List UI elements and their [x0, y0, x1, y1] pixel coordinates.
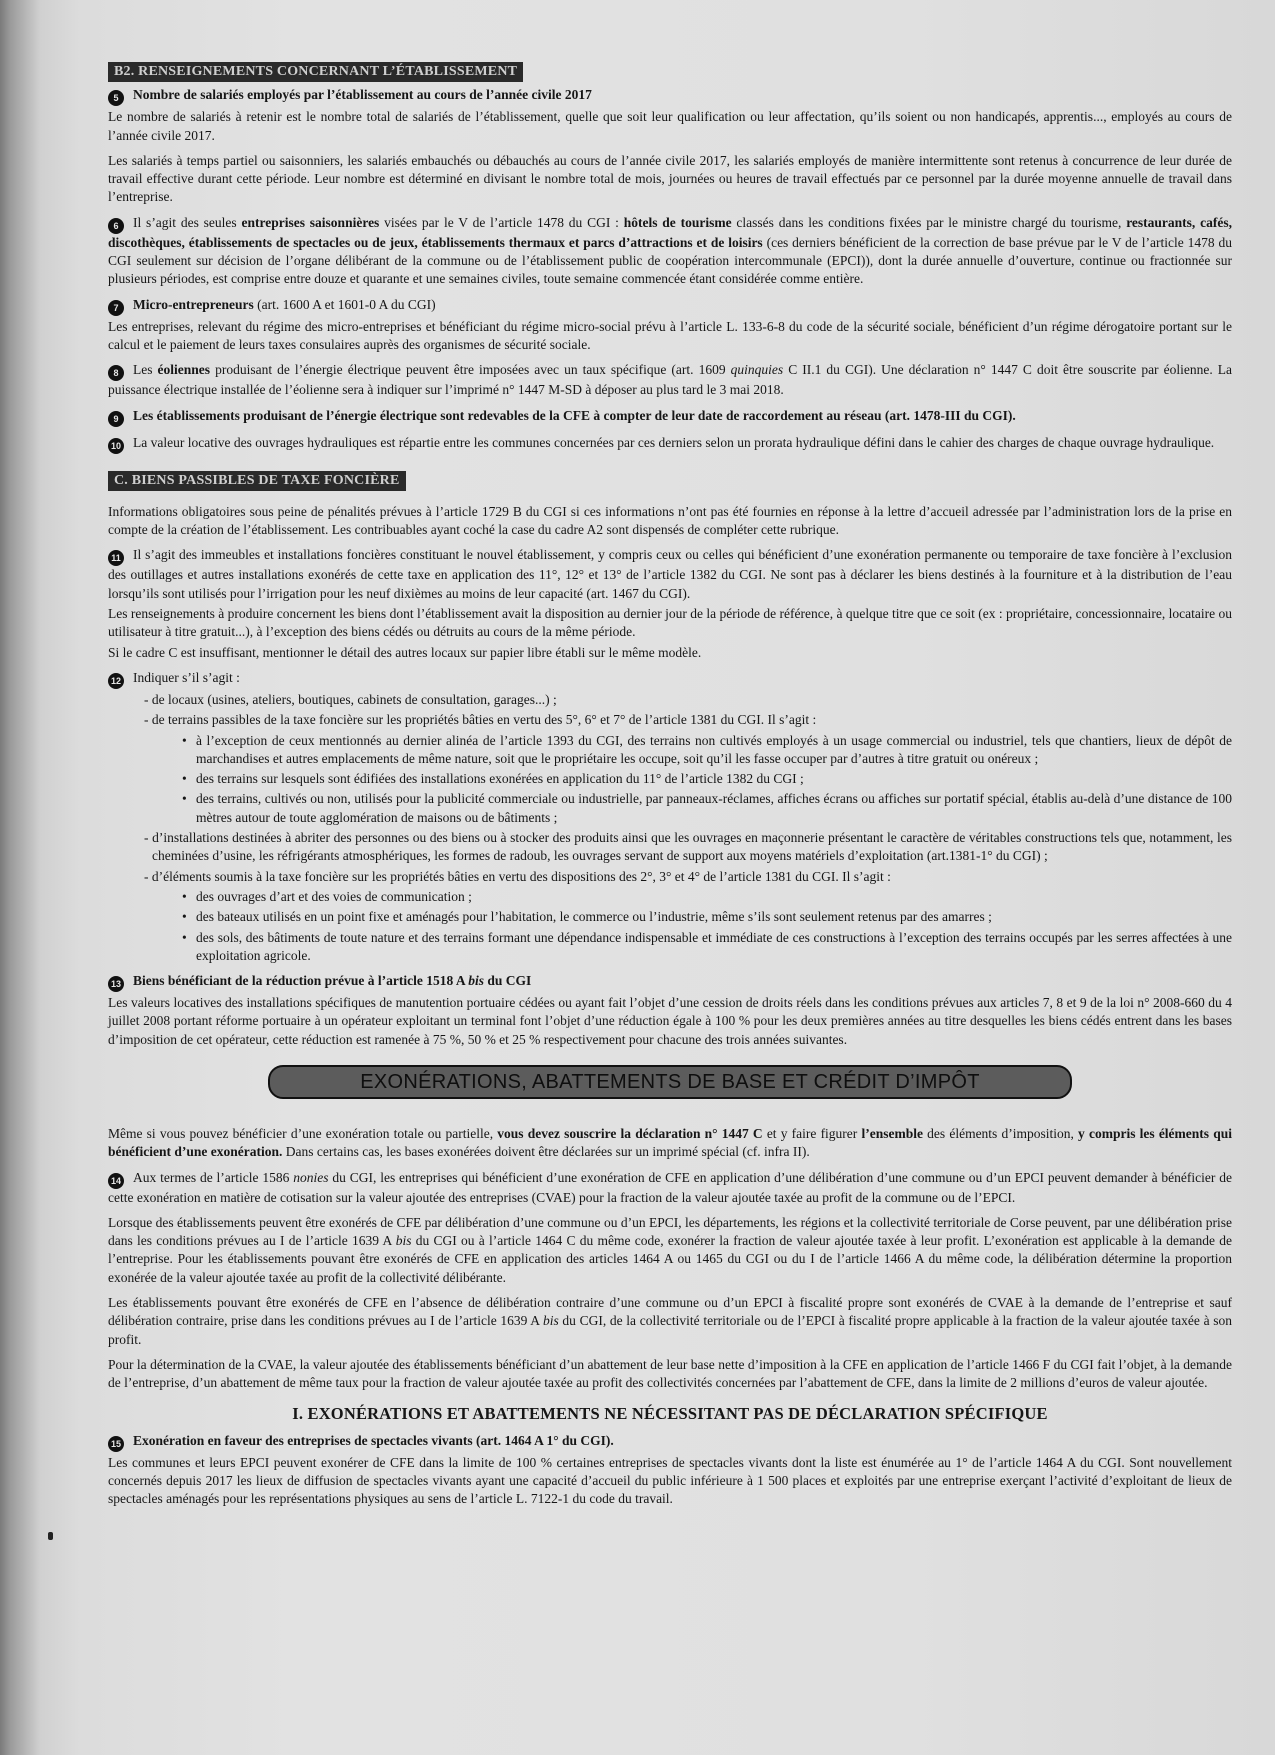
list-item: - de locaux (usines, ateliers, boutiques, cabinets de consultation, garages...) ;: [144, 691, 557, 707]
exonerations-intro: Même si vous pouvez bénéficier d’une exonération totale ou partielle, vous devez souscrire la déclaration n° 1447 C et y faire figurer l’ensemble des éléments d’imposition, y compris les éléments qui bénéficient d’une exonération. Dans certains cas, les bases exonérées doivent être déclarées sur un imprimé spécial (cf. infra II).: [108, 1125, 1232, 1160]
item-6: 6 Il s’agit des seules entreprises saisonnières visées par le V de l’article 1478 du CGI : hôtels de tourisme classés dans les conditions fixées par le ministre chargé du tourisme, restaurants, cafés, discothèques, établissements de spectacles ou de jeux, établissements thermaux et parcs d’attractions et de loisirs (ces derniers bénéficient de la correction de base prévue par le V de l’article 1478 du CGI seulement sur décision de l’organe délibérant de la commune ou de l’établissement public de coopération intercommunale (EPCI)), dont la durée annuelle d’ouverture, continue ou fractionnée sur plusieurs périodes, est comprise entre douze et quarante et une semaines civiles, toute semaine commencée étant considérée comme entière.: [108, 214, 1233, 287]
bullet-item: • des terrains sur lesquels sont édifiées des installations exonérées en application du 11° de l’article 1382 du CGI ;: [196, 770, 1232, 788]
number-badge: 6: [108, 218, 124, 234]
item-13-text: Les valeurs locatives des installations spécifiques de manutention portuaire cédées ou ayant fait l’objet d’une cession de droits réels dans les conditions prévues aux articles 7, 8 et 9 de la loi n° 2008-660 du 4 juillet 2008 portant réforme portuaire à un opérateur exploitant un terminal font l’objet d’une réduction égale à 100 % pour les deux premières années au titre desquelles les biens cédés entrent dans les bases d’imposition de cet opérateur, cette réduction est ramenée à 75 %, 50 % et 25 % respectivement pour chacune des trois années suivantes.: [108, 995, 1232, 1047]
item-5-title: 5 Nombre de salariés employés par l’établissement au cours de l’année civile 2017: [108, 86, 1232, 106]
item-13-title: 13 Biens bénéficiant de la réduction prévue à l’article 1518 A bis du CGI: [108, 972, 1232, 992]
number-badge: 14: [108, 1173, 124, 1189]
number-badge: 7: [108, 300, 124, 316]
document-body: [108, 62, 1232, 1516]
number-badge: 5: [108, 90, 124, 106]
section-heading-c: C. BIENS PASSIBLES DE TAXE FONCIÈRE: [108, 471, 406, 491]
bullet-item: • des ouvrages d’art et des voies de communication ;: [196, 888, 1232, 906]
scan-mark: [48, 1532, 53, 1540]
item-9: 9 Les établissements produisant de l’énergie électrique sont redevables de la CFE à compter de leur date de raccordement au réseau (art. 1478-III du CGI).: [108, 407, 1232, 427]
item-7-text: Les entreprises, relevant du régime des micro-entreprises et bénéficiant du régime micro-social prévu à l’article L. 133-6-8 du code de la sécurité sociale, bénéficient d’un régime dérogatoire portant sur le calcul et le paiement de leurs taxes consulaires auprès des organismes de sécurité sociale.: [108, 318, 1232, 352]
item-15-text: Les communes et leurs EPCI peuvent exonérer de CFE dans la limite de 100 % certaines entreprises de spectacles vivants dont la liste est énumérée au 1° de l’article 1464 A du CGI. Sont nouvellement concernés depuis 2017 les lieux de diffusion de spectacles vivants ayant une capacité d’accueil du public inférieure à 1 500 places et exploités par une entreprise exerçant l’activité d’exploitant de lieux de spectacles aménagés pour les représentations physiques au sens de l’article L. 7122-1 du code du travail.: [108, 1454, 1232, 1507]
bullet-item: • des bateaux utilisés en un point fixe et aménagés pour l’habitation, le commerce ou l’industrie, même s’ils sont seulement retenus par des amarres ;: [196, 908, 1232, 926]
number-badge: 9: [108, 411, 124, 427]
list-item: - d’installations destinées à abriter des personnes ou des biens ou à stocker des produits ainsi que les ouvrages en maçonnerie présentant le caractère de véritables constructions tels que, notamment, les cheminées d’usine, les réfrigérants atmosphériques, les formes de radoub, les ouvrages servant de support aux moyens matériels d’exploitation (art.1381-1° du CGI) ;: [144, 830, 1232, 864]
item-5-text-2: Les salariés à temps partiel ou saisonniers, les salariés embauchés ou débauchés au cours de l’année civile 2017, les salariés employés de manière intermittente sont retenus à concurrence de leur durée de travail effective durant cette période. Leur nombre est déterminé en divisant le nombre total de mois, journées ou heures de travail effectués par ce personnel par la durée moyenne annuelle de travail dans l’entreprise.: [108, 152, 1232, 205]
list-item: - d’éléments soumis à la taxe foncière sur les propriétés bâties en vertu des dispositions des 2°, 3° et 4° de l’article 1381 du CGI. Il s’agit :: [144, 868, 891, 884]
section-heading-b2: B2. RENSEIGNEMENTS CONCERNANT L’ÉTABLISSEMENT: [108, 62, 523, 82]
bullet-item: • des terrains, cultivés ou non, utilisés pour la publicité commerciale ou industrielle, par panneaux-réclames, affiches écrans ou affiches sur portatif spécial, établis au-delà d’une distance de 100 mètres autour de toute agglomération de maisons ou de bâtiments ;: [196, 790, 1232, 827]
item-5-text: Le nombre de salariés à retenir est le nombre total de salariés de l’établissement, quelle que soit leur qualification ou leur affectation, qu’ils soient ou non handicapés, apprentis..., employés au cours de l’année civile 2017.: [108, 109, 1232, 143]
bullet-item: • à l’exception de ceux mentionnés au dernier alinéa de l’article 1393 du CGI, des terrains non cultivés employés à un usage commercial ou industriel, tels que chantiers, lieux de dépôt de marchandises et autres emplacements de même nature, soit que le propriétaire les occupe, soit qu’il les fasse occuper par d’autres à titre gratuit ou onéreux ;: [196, 732, 1232, 769]
list-item: - de terrains passibles de la taxe foncière sur les propriétés bâties en vertu des 5°, 6° et 7° de l’article 1381 du CGI. Il s’agit :: [144, 712, 817, 728]
bullet-item: • des sols, des bâtiments de toute nature et des terrains formant une dépendance indispensable et immédiate de ces constructions à l’exception des terrains occupés par les serres affectées à une exploitation agricole.: [196, 929, 1232, 966]
number-badge: 11: [108, 550, 124, 566]
item-11-text-3: Si le cadre C est insuffisant, mentionner le détail des autres locaux sur papier libre établi sur le même modèle.: [108, 644, 702, 660]
item-12-lead: 12 Indiquer s’il s’agit :: [108, 669, 1232, 689]
number-badge: 12: [108, 673, 124, 689]
exonerations-banner: EXONÉRATIONS, ABATTEMENTS DE BASE ET CRÉDIT D’IMPÔT: [268, 1065, 1072, 1099]
number-badge: 8: [108, 365, 124, 381]
section-heading-i: I. EXONÉRATIONS ET ABATTEMENTS NE NÉCESSITANT PAS DE DÉCLARATION SPÉCIFIQUE: [292, 1403, 1048, 1423]
item-14-text-3: Les établissements pouvant être exonérés de CFE en l’absence de délibération contraire d’une commune ou d’un EPCI à fiscalité propre sont exonérés de CVAE à la demande de l’entreprise et sauf délibération contraire, prise dans les conditions prévues au I de l’article 1639 A bis du CGI, de la collectivité territoriale ou de l’EPCI à fiscalité propre applicable à la fraction de la valeur ajoutée taxée à son profit.: [108, 1295, 1232, 1347]
item-14-text-4: Pour la détermination de la CVAE, la valeur ajoutée des établissements bénéficiant d’un abattement de leur base nette d’imposition à la CFE en application de l’article 1466 F du CGI fait l’objet, à la demande de l’entreprise, d’un abattement de même taux pour la fraction de valeur ajoutée taxée au profit des collectivités concernées par l’abattement de CFE, dans la limite de 2 millions d’euros de valeur ajoutée.: [108, 1356, 1232, 1391]
section-c-intro: Informations obligatoires sous peine de pénalités prévues à l’article 1729 B du CGI si ces informations n’ont pas été fournies en réponse à la lettre d’accueil adressée par l’administration lors de la prise en compte de la création de l’établissement. Les contribuables ayant coché la case du cadre A2 sont dispensés de compléter cette rubrique.: [108, 503, 1232, 538]
item-15-title: 15 Exonération en faveur des entreprises de spectacles vivants (art. 1464 A 1° du CGI).: [108, 1432, 1232, 1452]
number-badge: 10: [108, 438, 124, 454]
item-10: 10 La valeur locative des ouvrages hydrauliques est répartie entre les communes concernées par ces derniers selon un prorata hydraulique défini dans le cahier des charges de chaque ouvrage hydraulique.: [108, 434, 1232, 454]
number-badge: 13: [108, 976, 124, 992]
item-7-title: 7 Micro-entrepreneurs (art. 1600 A et 1601-0 A du CGI): [108, 296, 1232, 316]
item-11: 11 Il s’agit des immeubles et installations foncières constituant le nouvel établissement, y compris ceux ou celles qui bénéficient d’une exonération permanente ou temporaire de taxe foncière à l’exclusion des outillages et autres installations exonérés de cette taxe en application des 11°, 12° et 13° de l’article 1382 du CGI. Ne sont pas à déclarer les biens destinés à la fourniture et à la distribution de l’eau lorsqu’ils sont utilisés pour l’irrigation pour les neuf dixièmes au moins de leur capacité (art. 1467 du CGI).: [108, 547, 1232, 601]
item-14-text-2: Lorsque des établissements peuvent être exonérés de CFE par délibération d’une commune ou d’un EPCI, les départements, les régions et la collectivité territoriale de Corse peuvent, par une délibération prise dans les conditions prévues au I de l’article 1639 A bis du CGI ou à l’article 1464 C du même code, exonérer la fraction de valeur ajoutée taxée à leur profit. L’exonération est applicable à la demande de l’entreprise. Pour les établissements pouvant être exonérés de CFE en application des articles 1464 A ou 1465 du CGI ou du I de l’article 1466 A du même code, la délibération détermine la proportion exonérée de la valeur ajoutée taxée au profit de la collectivité délibérante.: [108, 1214, 1232, 1285]
number-badge: 15: [108, 1436, 124, 1452]
item-8: 8 Les éoliennes produisant de l’énergie électrique peuvent être imposées avec un taux spécifique (art. 1609 quinquies C II.1 du CGI). Une déclaration n° 1447 C doit être souscrite par éolienne. La puissance électrique installée de l’éolienne sera à indiquer sur l’imprimé n° 1447 M-SD à déposer au plus tard le 3 mai 2018.: [108, 362, 1232, 398]
item-11-text-2: Les renseignements à produire concernent les biens dont l’établissement avait la disposition au dernier jour de la période de référence, à quelque titre que ce soit (ex : propriétaire, concessionnaire, locataire ou utilisateur à titre gratuit...), à l’exception des biens cédés ou détruits au cours de la même période.: [108, 606, 1232, 640]
item-14: 14 Aux termes de l’article 1586 nonies du CGI, les entreprises qui bénéficient d’une exonération de CFE en application d’une délibération d’une commune ou d’un EPCI peuvent demander à bénéficier de cette exonération en matière de cotisation sur la valeur ajoutée des entreprises (CVAE) pour la fraction de la valeur ajoutée taxée au profit de la commune ou de l’EPCI.: [108, 1169, 1232, 1205]
